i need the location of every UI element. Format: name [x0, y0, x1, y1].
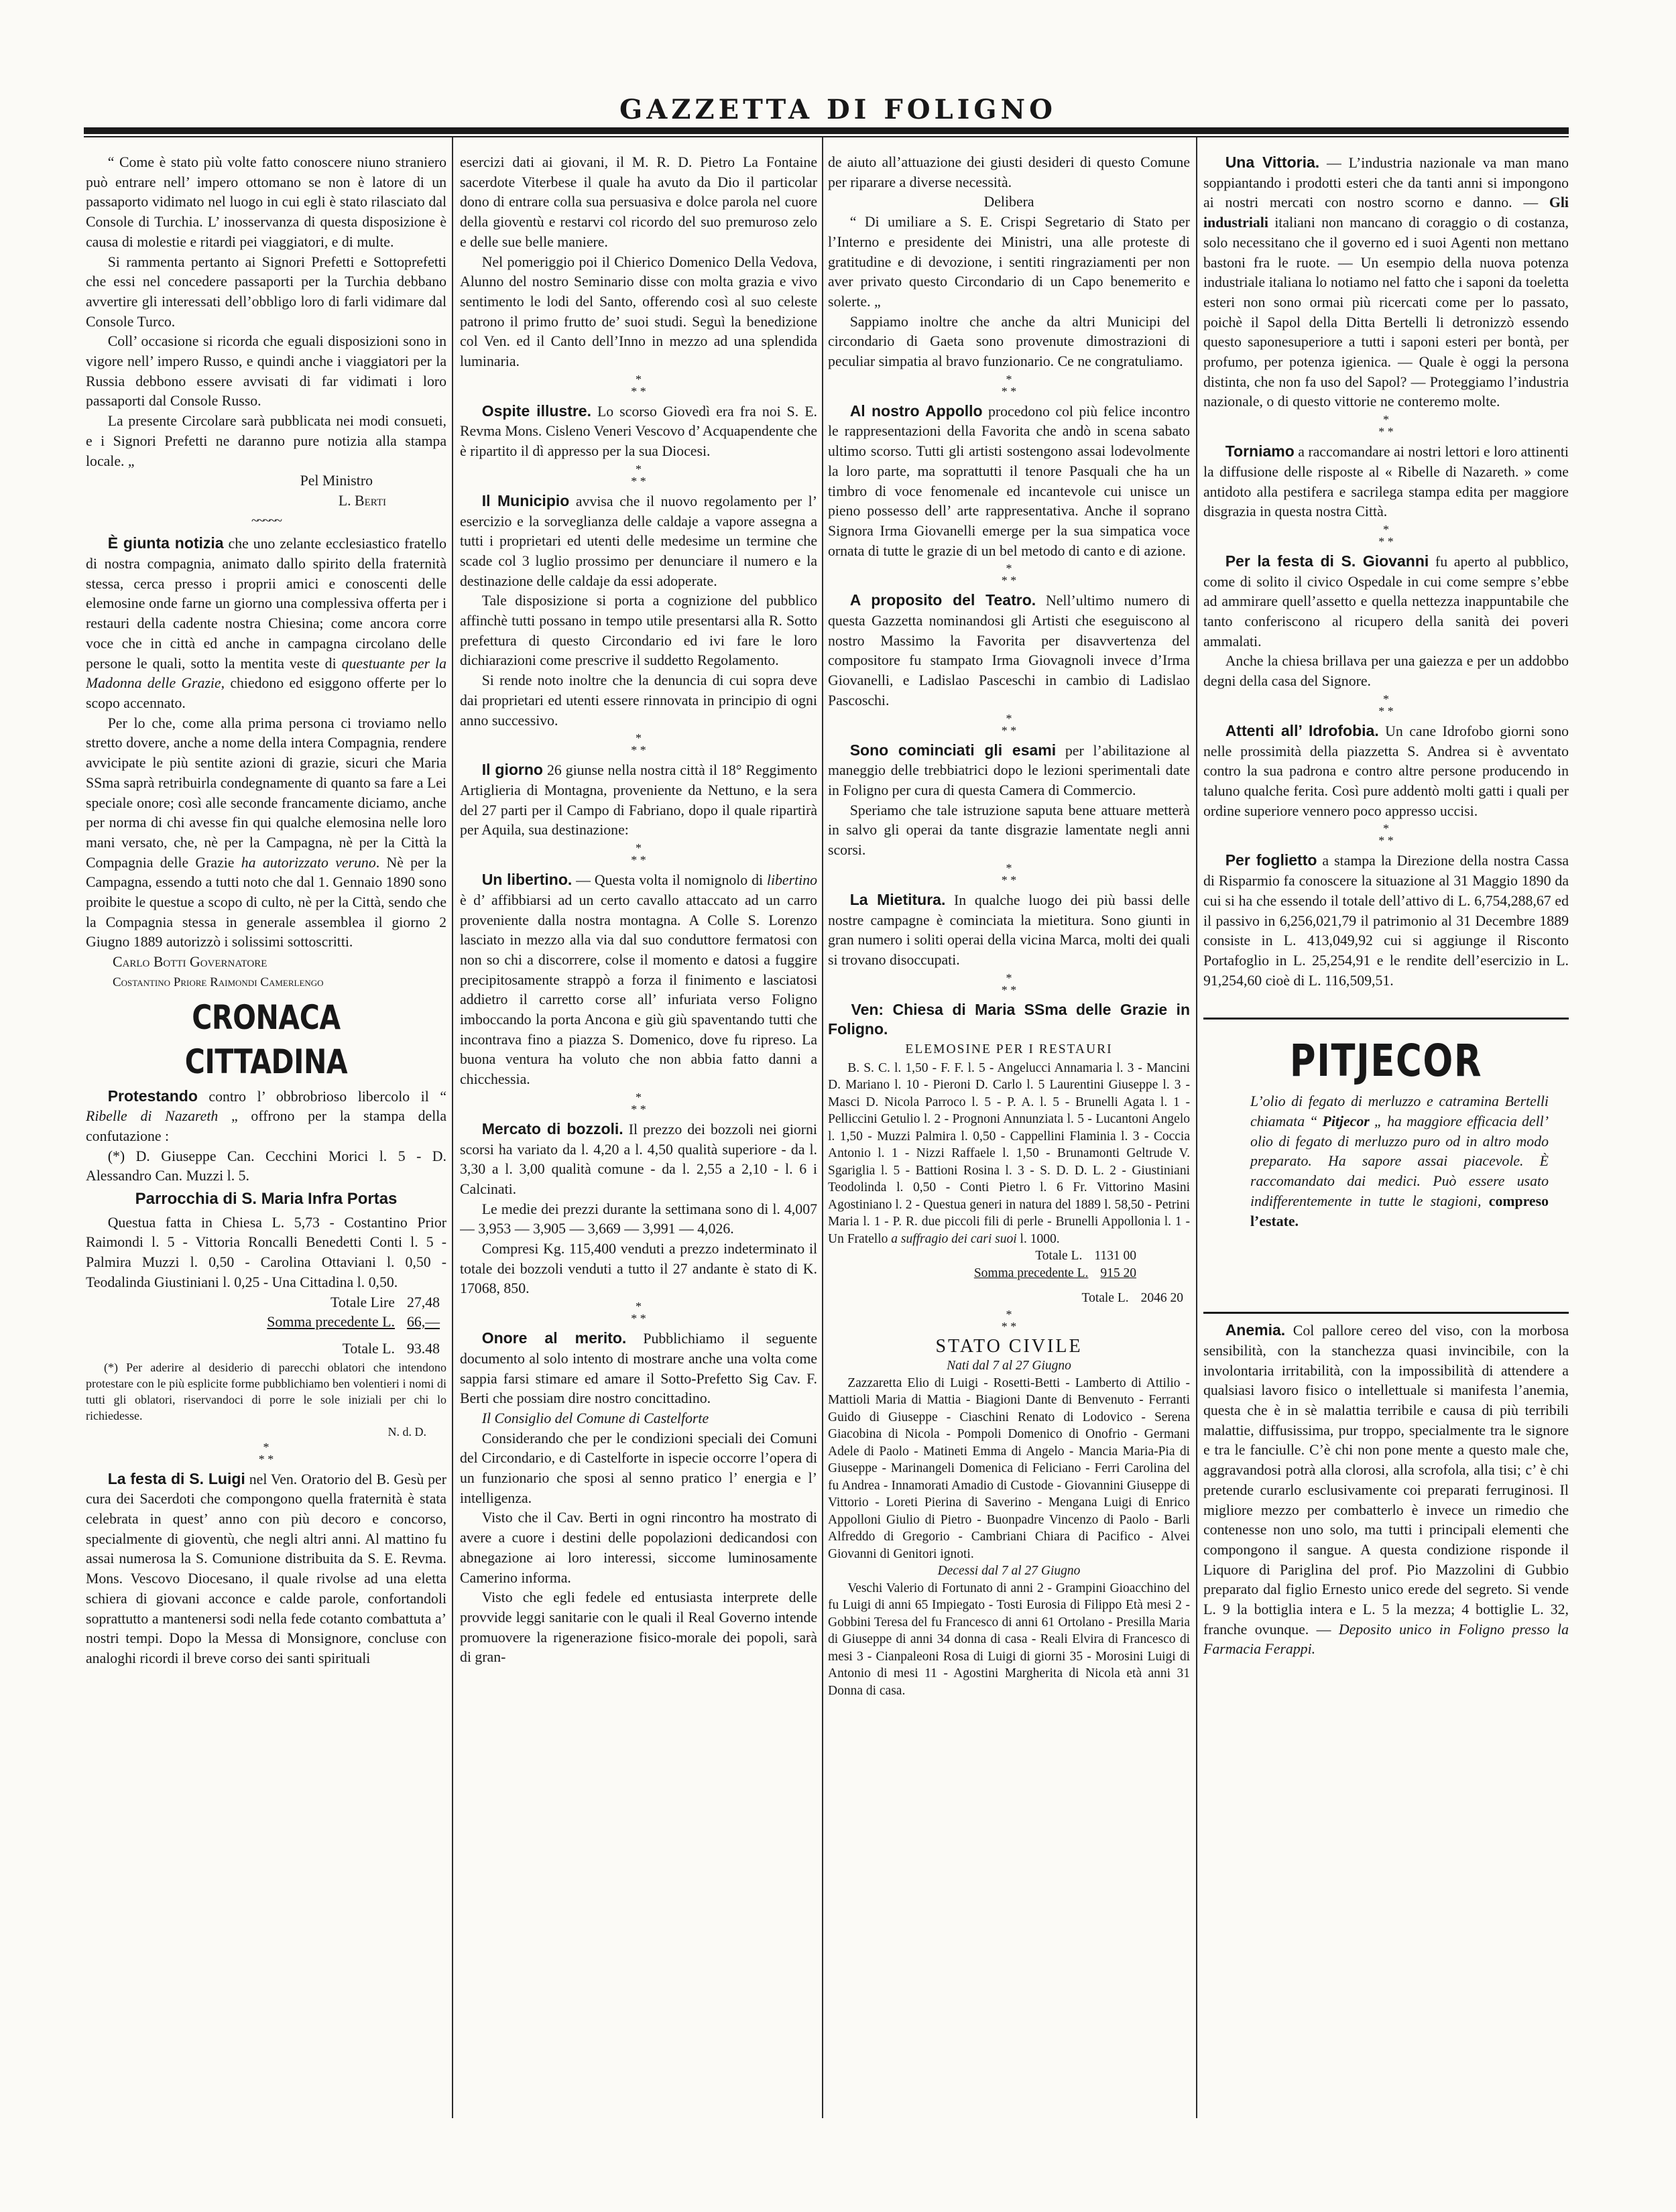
masthead-title: GAZZETTA DI FOLIGNO — [619, 94, 1057, 125]
total-label: Totale Lire — [331, 1294, 395, 1310]
article-mietitura — [828, 890, 1190, 971]
masthead-rule-thin — [84, 136, 1569, 137]
article-text: Lo scorso Giovedì era fra noi S. E. Revma Mons. Cisleno Veneri Vescovo d’ Acquapendente che è ripartito il dì appresso per la sua Diocesi. — [460, 403, 817, 460]
total-label: Somma precedente L. — [973, 1266, 1089, 1280]
total-label: Totale L. — [342, 1340, 395, 1357]
column-1 — [86, 153, 446, 2097]
article-lead: La Mietitura. — [849, 890, 946, 908]
paragraph: Le medie dei prezzi durante la settimana sono di l. 4,007 — 3,953 — 3,905 — 3,669 — 3,991 — 4,026. — [460, 1201, 817, 1237]
paragraph: Questua fatta in Chiesa L. 5,73 - Costantino Prior Raimondi l. 5 - Vittoria Roncalli Benedetti Conti l. 5 - Palmira Muzzi l. 0,50 - Carolina Ottaviani l. 0,50 - Teodalinda Giustiniani l. 0,25 - Una Cittadina l. 0,50. — [86, 1214, 446, 1290]
signature-name: L. Berti — [338, 492, 386, 509]
article-italic: libertino — [766, 872, 817, 889]
asterism: * * * — [1378, 522, 1394, 548]
article-text: avvisa che il nuovo regolamento per l’ esercizio e la sorveglianza delle caldaje a vapore assegna a tutti i proprietari ed utenti delle medesime un termine che scade col 3 luglio prossimo per denunciare il numero e la destinazione delle caldaje da essi adoperate. — [460, 493, 817, 589]
signature-name: Costantino Priore Raimondi Camerlengo — [113, 975, 324, 989]
article-lead: Protestando — [107, 1087, 198, 1105]
total-value: 93.48 — [406, 1340, 440, 1357]
article-text: Per lo che, come alla prima persona ci troviamo nello stretto dovere, anche a nome della intera Compagnia, rendere avvicipate le più sentite azioni di grazie, sicuri che Maria SSma saprà retribuirla condegnamente di quanto sa fare a Lei speciale onore; così alle seconde francamente diciamo, anche per norma di chi avesse fin qui qualche elemosina nelle loro mani versato, che, nè per la Campagna, nè per la Città la Compagnia delle Grazie — [86, 715, 446, 871]
article-italic: Deposito unico in Foligno presso la Farmacia Ferappi. — [1203, 1621, 1569, 1658]
paragraph: Considerando che per le condizioni speciali dei Comuni del Circondario, e di Castelforte in ispecie occorre l’opera di un funzionario che sposi al senno pratico l’ energia e l’ intelligenza. — [460, 1430, 817, 1506]
article-ospite — [460, 402, 817, 462]
paragraph: Anche la chiesa brillava per una gaiezza e per un addobbo degni della casa del Signore. — [1203, 653, 1569, 690]
article-apollo — [828, 402, 1190, 562]
section-heading: CRONACA CITTADINA — [184, 997, 348, 1081]
article-lead: Il giorno — [481, 761, 543, 779]
paragraph: Tale disposizione si porta a cognizione del pubblico affinchè tutti possano in tempo utile presentarsi alla R. Sotto prefettura di questo Circondario ed ivi fare le loro dichiarazioni come prescrive il suddetto Regolamento. — [460, 593, 817, 669]
masthead-rule — [84, 127, 1569, 134]
asterism: * * * — [1001, 562, 1017, 588]
article-lead: Attenti all’ Idrofobia. — [1225, 721, 1379, 739]
asterism: * * * — [631, 841, 646, 867]
subheading: Parrocchia di S. Maria Infra Portas — [135, 1190, 398, 1209]
article-text: Nell’ultimo numero di questa Gazzetta nominandosi gli Artisti che eseguiscono al nostro Massimo la Favorita per disavvertenza del compositore fu stampato Irma Giovagnoli invece d’Irma Giovanelli, e Ladislao Pasceschi in cambio di Ladislao Pascoschi. — [828, 593, 1190, 709]
article-libertino — [460, 870, 817, 1090]
subheading: Nati dal 7 al 27 Giugno — [947, 1359, 1071, 1373]
ad-bold: compreso l’estate. — [1250, 1192, 1549, 1229]
column-2 — [460, 153, 817, 2097]
article-text: Il prezzo dei bozzoli nei giorni scorsi ha variato da l. 4,20 a l. 4,50 qualità superiore - da l. 3,30 a l. 3,00 qualità comune - da l. 2,55 a 2,10 - l. 6 i Calcinati. — [460, 1121, 817, 1197]
asterism: * * * — [1001, 711, 1017, 737]
donation-italic: a suffragio dei cari suoi — [891, 1231, 1017, 1246]
article-text: italiani non mancano di coraggio o di costanza, solo necessitano che il governo ed i suoi Agenti non mettano bastoni fra le ruote. — Un esempio della nuova potenza industriale italiana lo notiamo nel fatto che i saponi da toeletta esteri non sono ormai più ricercati come per lo passato, poichè il Sapol della Ditta Bertelli li detronizzò essendo questo saponesuperiore a tutti i saponi esteri per bontà, per profumo, per potenza igienica. — Quale è oggi la persona distinta, che non fa uso del Sapol? — Proteggiamo l’industria nazionale, o di questo vittorie ne conteremo molte. — [1203, 214, 1569, 410]
asterism: * * * — [1378, 822, 1394, 848]
article-text: procedono col più felice incontro le rappresentazioni della Favorita che andò in scena sabato ultimo scorso. Tutti gli artisti sostengono assai lodevolmente la loro parte, ma soprattutti il tenore Pasquali che ha un timbro di voce fenomenale ed incantevole cui unisce un pieno possesso dell’ arte rappresentativa. Anche il soprano Signora Irma Giovanelli emerge per la sua simpatica voce ornata di tutte le grazie di un bel metodo di canto e di azione. — [828, 403, 1190, 559]
asterism: * * * — [1001, 372, 1017, 398]
asterism: * * * — [631, 372, 646, 398]
article-text: In qualche luogo dei più bassi delle nostre campagne è cominciata la mietitura. Sono giunti in gran numero i soliti operai della vicina Marca, molti dei quali si trovano disoccupati. — [828, 892, 1190, 968]
total-value: 27,48 — [406, 1294, 440, 1310]
asterism: * * * — [631, 731, 646, 757]
advertisement-title: PITJECOR — [1289, 1035, 1483, 1087]
total-value: 915 20 — [1100, 1266, 1136, 1280]
article-text: per l’abilitazione al maneggio delle trebbiatrici dopo le lezioni sperimentali date in Foligno per cura di questa Camera di Commercio. — [828, 742, 1190, 798]
asterism: * * * — [1378, 692, 1394, 718]
article-notizia — [86, 534, 446, 713]
total-row — [86, 1339, 446, 1359]
births-list: Zazzaretta Elio di Luigi - Rosetti-Betti - Lamberto di Attilio - Mattioli Maria di Mattia - Biagioni Dante di Benvenuto - Ferranti Guido di Giuseppe - Ciaschini Renato di Lodovico - Serena Giacobina di Nicola - Pompoli Domenico di Onofrio - Germani Adele di Paolo - Matineti Emma di Angelo - Mancia Maria-Pia di Giuseppe - Marinangeli Domenica di Feliciano - Ferri Carolina del fu Andrea - Innamorati Amadio di Custode - Giovannini Giuseppe di Vittorio - Loreti Pierina di Saverino - Mengana Luigi di Enrico Appolloni Giulio di Pietro - Buonpadre Vincenzo di Paolo - Barli Alfreddo di Gregorio - Cambriani Chiara di Pacifico - Alvei Giovanni di Genitori ignoti. — [828, 1375, 1190, 1561]
article-text: fu aperto al pubblico, come di solito il civico Ospedale in cui come sempre s’ebbe ad ammirare quell’assetto e quella nettezza inappuntabile che tanto conferiscono al ricupero della sanità dei poveri ammalati. — [1203, 553, 1569, 650]
article-text: . Nè per la Campagna, essendo a tutti noto che dal 1. Gennaio 1890 sono proibite le questue a scopo di culto, nè per la Città, sendo che la Compagnia stessa in generale assemblea il giorno 2 Giugno 1889 autorizzò i solissimi sottoscritti. — [86, 854, 446, 950]
article-lead: Il Municipio — [481, 491, 570, 509]
column-divider — [452, 137, 453, 2118]
total-row — [828, 1265, 1190, 1282]
paragraph: Nel pomeriggio poi il Chierico Domenico Della Vedova, Alunno del nostro Seminario disse con molta grazia e vivo sentimento le lodi del Santo, offerendo così al suo celeste patrono il primo frutto de’ suoi studi. Seguì la benedizione col Ven. ed il Canto dell’Inno in mezzo ad una splendida luminaria. — [460, 253, 817, 370]
advertisement-separator — [1203, 1312, 1569, 1314]
total-value: 66,— — [406, 1314, 440, 1331]
paragraph: Si rammenta pertanto ai Signori Prefetti e Sottoprefetti che essi nel concedere passaporti per la Turchia debbano avvertire gli interessati dell’obbligo loro di farli vidimare dal Console Turco. — [86, 253, 446, 330]
paragraph: (*) D. Giuseppe Can. Cecchini Morici l. 5 - D. Alessandro Can. Muzzi l. 5. — [86, 1148, 446, 1184]
article-lead: Una Vittoria. — [1225, 153, 1320, 171]
column-4 — [1203, 153, 1569, 2097]
article-bold: Gli industriali — [1203, 194, 1569, 231]
total-label: Somma precedente L. — [267, 1314, 395, 1331]
article-lead: Mercato di bozzoli. — [481, 1119, 623, 1138]
total-label: Totale L. — [1081, 1291, 1129, 1306]
column-3 — [828, 153, 1190, 2097]
paragraph — [86, 714, 446, 953]
asterism: * * * — [1378, 413, 1394, 439]
article-idrofobia — [1203, 721, 1569, 822]
article-lead: A proposito del Teatro. — [849, 591, 1036, 609]
article-lead: Onore al merito. — [481, 1329, 627, 1347]
asterism: * * * — [1001, 861, 1017, 887]
paragraph: Compresi Kg. 115,400 venduti a prezzo indeterminato il totale dei bozzoli venduti a tutto il 27 andante è stato di K. 17068, 850. — [460, 1241, 817, 1297]
subheading: Ven: Chiesa di Maria SSma delle Grazie in Foligno. — [828, 1000, 1190, 1038]
article-luigi — [86, 1469, 446, 1669]
signature-line: Pel Ministro — [300, 473, 373, 489]
article-teatro — [828, 591, 1190, 711]
article-lead: Al nostro Appollo — [849, 402, 983, 420]
paragraph: “ Di umiliare a S. E. Crispi Segretario di Stato per l’Interno e presidente dei Ministri, una alle proteste di gratitudine e di devozione, i sentiti ringraziamenti per non aver privato questo Circondario di un Capo benemerito e solerte. „ — [828, 214, 1190, 310]
section-heading: STATO CIVILE — [935, 1335, 1083, 1357]
paragraph: Visto che il Cav. Berti in ogni rincontro ha mostrato di avere a cuore i destini delle popolazioni dedicandosi con abnegazione ai loro interessi, siccome luminosamente Camerino informa. — [460, 1510, 817, 1586]
total-label: Totale L. — [1035, 1249, 1083, 1264]
total-row — [86, 1293, 446, 1313]
total-row — [828, 1290, 1190, 1307]
deaths-list: Veschi Valerio di Fortunato di anni 2 - Grampini Gioacchino del fu Luigi di anni 65 Impiegato - Tosti Eurosia di Filippo Età mesi 2 - Gobbini Teresa del fu Francesco di anni 61 Ortolano - Presilla Maria di Giuseppe di anni 34 donna di casa - Reali Elvira di Francesco di mesi 3 - Cianpaleoni Rosa di Luigi di giorni 35 - Morosini Luigi di Antonio di mesi 11 - Agostini Margherita di Nicola età anni 31 Donna di casa. — [828, 1581, 1190, 1698]
subheading: Decessi dal 7 al 27 Giugno — [937, 1564, 1081, 1579]
paragraph: “ Come è stato più volte fatto conoscere niuno straniero può entrare nell’ impero ottomano se non è latore di un passaporto vidimato nel luogo in cui egli è stato rilasciato dal Console di Turchia. L’ inosservanza di questa disposizione è causa di molestie e ritardi pei viaggiatori, e di multe. — [86, 154, 446, 250]
advertisement-text — [1203, 1092, 1569, 1231]
article-text: Col pallore cereo del viso, con la morbosa sensibilità, con la stanchezza quasi invincibile, con la involontaria irritabilità, con la impossibilità di attendere a qualsiasi lavoro fisico o intellettuale si manifesta l’anemia, questa che è in sè malattia terribile e causa di più terribili malattie, diffusissima, pur troppo, specialmente tra le signore e tra le fanciulle. C’è chi non pone mente a questo male che, aggravandosi potrà alla clorosi, alla scrofola, alla tisi; c’ è chi pretende curarlo esclusivamente coi preparati ferruginosi. Il migliore mezzo per combatterlo è invece un rimedio che contenesse non uno solo, ma tutti i principali elementi che compongono il sangue. A questa condizione risponde il Liquore di Pariglina del prof. Pio Mazzolini di Gubbio preparato dal figlio Ernesto unico erede del segreto. Si vende L. 9 la bottiglia intera e L. 5 la mezza; 4 bottiglie L. 32, franche ovunque. — — [1203, 1323, 1569, 1638]
article-lead: È giunta notizia — [107, 534, 224, 552]
article-onore — [460, 1329, 817, 1409]
advertisement-box — [1203, 1018, 1569, 1231]
asterism: * * * — [631, 1090, 646, 1116]
article-torniamo — [1203, 442, 1569, 522]
signature-name: Carlo Botti Governatore — [113, 954, 267, 971]
paragraph: La presente Circolare sarà pubblicata nei modi consueti, e i Signori Prefetti ne daranno pure notizia alla stampa locale. „ — [86, 413, 446, 469]
total-value: 1131 00 — [1094, 1249, 1136, 1264]
article-text: „ offrono per la stampa della confutazione : — [86, 1108, 446, 1144]
asterism: * * * — [1001, 1307, 1017, 1333]
total-row — [828, 1247, 1190, 1265]
delibera-heading: Delibera — [983, 194, 1034, 210]
footnote-signature: N. d. D. — [387, 1424, 426, 1438]
ad-bold: Pitjecor — [1322, 1113, 1370, 1130]
asterism: * * * — [631, 462, 646, 488]
article-lead: Per foglietto — [1225, 851, 1317, 869]
article-italic: Ribelle di Nazareth — [86, 1108, 219, 1125]
donation-text: l. 1000. — [1016, 1231, 1060, 1246]
article-text: è d’ affibbiarsi ad un certo cavallo attaccato ad un carro proveniente dalla nostra montagna. A Colle S. Lorenzo lasciato in mezzo alla via dal suo conduttore fermatosi con non so chi a discorrere, colse il momento e datosi a fuggire precipitosamente strappò a forza il finimento e lasciatosi addietro il carretto corse all’ infuriata verso Foligno imboccando la porta Ancona e giù giù spaventando tutti che incontrava fino a piazza S. Domenico, dove fu ripreso. La buona ventura ha voluto che non abbia fatto danni a chicchessia. — [460, 892, 817, 1088]
subheading: ELEMOSINE PER I RESTAURI — [905, 1042, 1113, 1057]
paragraph: Speriamo che tale istruzione saputa bene attuare metterà in salvo gli operai da tante disgrazie lamentate negli anni scorsi. — [828, 802, 1190, 859]
article-lead: Per la festa di S. Giovanni — [1225, 552, 1429, 570]
article-esami — [828, 741, 1190, 801]
article-lead: Torniamo — [1225, 442, 1295, 460]
column-divider — [1196, 137, 1197, 2118]
article-vittoria — [1203, 153, 1569, 412]
total-value: 2046 20 — [1140, 1291, 1183, 1306]
article-text: — Questa volta il nomignolo di — [572, 872, 767, 889]
donation-list — [828, 1060, 1190, 1248]
paragraph: Sappiamo inoltre che anche da altri Municipi del circondario di Gaeta sono provenute dimostrazioni di peculiar simpatia al bravo funzionario. Ce ne congratuliamo. — [828, 313, 1190, 370]
article-italic: questuante per la Madonna delle Grazie — [86, 655, 446, 692]
article-text: — L’industria nazionale va man mano soppiantando i prodotti esteri che da tanti anni si impongono ai nostri mercati con nostro scorno e danno. — — [1203, 155, 1569, 211]
article-protesta — [86, 1087, 446, 1147]
article-lead: Sono cominciati gli esami — [849, 741, 1057, 759]
paragraph: esercizi dati ai giovani, il M. R. D. Pietro La Fontaine sacerdote Viterbese il quale ha avuto da Dio il particolar dono di entrare colla sua persuasiva e dolce parola nel cuore della gioventù e restarvi col ricordo del suo premuroso zelo e delle sue belle maniere. — [460, 154, 817, 250]
article-text: 26 giunse nella nostra città il 18° Reggimento Artiglieria di Montagna, proveniente da Nettuno, e la sera del 27 parti per il Campo di Fabriano, dopo il quale ripartirà per Aquila, sua destinazione: — [460, 762, 817, 839]
article-text: contro l’ obbrobrioso libercolo il “ — [197, 1088, 446, 1105]
article-text: nel Ven. Oratorio del B. Gesù per cura dei Sacerdoti che compongono quella fraternità è stata celebrata in quest’ anno con più decoro e concorso, specialmente di gioventù, che negli altri anni. Al mattino fu assai numerosa la S. Comunione distribuita da S. E. Revma. Mons. Vescovo Diocesano, il quale rivolse ad una eletta schiera di giovani acconce e calde parole, confortandoli soprattutto a mantenersi sodi nella fede cotanto combattuta a’ nostri tempi. Dopo la Messa di Monsignore, concluse con analoghi ricordi il breve corso dei santi spirituali — [86, 1471, 446, 1666]
article-anemia — [1203, 1320, 1569, 1660]
article-text: che uno zelante ecclesiastico fratello di nostra compagnia, animato dallo spirito della fraternità stessa, cerca presso i proprii amici e conoscenti delle elemosine onde farne un giorno una complessiva offerta per i restauri della cadente nostra Chiesina; come ancora corre voce che in città ed anche in campagna circolano delle persone le quali, sotto la mentita veste di — [86, 536, 446, 672]
footnote: (*) Per aderire al desiderio di parecchi oblatori che intendono protestare con le più esplicite forme pubblichiamo ben volentieri i nomi di tutti gli oblatori, riservandoci di porre le sole iniziali per chi lo richiedesse. — [86, 1360, 446, 1422]
article-lead: Ospite illustre. — [481, 402, 591, 420]
column-divider — [822, 137, 823, 2118]
article-text: Pubblichiamo il seguente documento al solo intento di mostrare anche una volta come sappia farsi stimare ed amare il Sotto-Prefetto Sig Cav. F. Berti che possiam dire nostro concittadino. — [460, 1331, 817, 1407]
article-text: a raccomandare ai nostri lettori e loro attinenti la diffusione delle risposte al « Ribelle di Nazareth. » come antidoto alla pestifera e sacrilega stampa edita per maggiore disgrazia in questa nostra Città. — [1203, 444, 1569, 520]
article-mercato — [460, 1119, 817, 1200]
paragraph: Visto che egli fedele ed entusiasta interprete delle provvide leggi sanitarie con le quali il Real Governo intende promuovere la rigenerazione fisico-morale dei popoli, sarà di gran- — [460, 1589, 817, 1666]
asterism: * * * — [1001, 971, 1017, 997]
article-giorno — [460, 760, 817, 841]
article-text: , chiedono ed esiggono offerte per lo scopo accennato. — [86, 675, 446, 711]
article-lead: Un libertino. — [481, 871, 573, 889]
article-italic: ha autorizzato veruno — [241, 854, 376, 871]
paragraph: Coll’ occasione si ricorda che eguali disposizioni sono in vigore nell’ impero Russo, e quindi anche i viaggiatori per la Russia debbono essere avvisati di far vidimati i loro passaporti dal Console Russo. — [86, 333, 446, 410]
asterism: * * * — [631, 1300, 646, 1326]
article-text: Un cane Idrofobo giorni sono nelle prossimità della piazzetta S. Andrea si è avventato contro la sua padrona e contro altre persone producendo in taluno qualche ferita. Così pure addentò molti gatti i quali per ordine superiore vennero poco appresso uccisi. — [1203, 723, 1569, 819]
article-text: a stampa la Direzione della nostra Cassa di Risparmio fa conoscere la situazione al 31 Maggio 1890 da cui si ha che essendo il totale dell’attivo di L. 6,754,288,67 ed il passivo in 6,256,021,79 il patrimonio al 31 Decembre 1889 consiste in L. 413,049,92 cui si aggiunge il Risconto Portafoglio in L. 25,254,91 e le rendite dell’esercizio in L. 91,254,60 cioè di L. 116,509,51. — [1203, 853, 1569, 989]
donation-text: B. S. C. l. 1,50 - F. F. l. 5 - Angelucci Annamaria l. 3 - Mancini D. Mariano l. 10 - Pieroni D. Carlo l. 5 Laurentini Giuseppe l. 3 - Masci D. Nicola Parroco l. 5 - P. A. l. 5 - Brunelli Agata l. 1 - Pelliccini Getulio l. 2 - Prognoni Annunziata l. 5 - Lucantoni Angelo l. 1,50 - Muzzi Palmira l. 0,50 - Cappellini Flaminia l. 3 - Coccia Antonio l. 1 - Nizzi Raffaele l. 1,50 - Brunamonti Geltrude V. Sgariglia l. 5 - Battioni Rosina l. 3 - S. D. D. L. 2 - Giustiniani Teodolinda l. 0,50 - Conti Pietro l. 6 Fr. Vittorino Masini Agostiniano l. 2 - Questua generi in natura del 1889 l. 58,50 - Petrini Maria l. 1 - P. R. due piccoli fili di perle - Brunelli Appollonia l. 1 - Un Fratello — [828, 1060, 1190, 1246]
article-municipio — [460, 491, 817, 592]
ad-text: „ ha maggiore efficacia dell’ olio di fegato di merluzzo puro od in altro modo preparato. Ha sapore assai piacevole. È raccomandato dai medici. Può essere usato indifferentemente in tutte le stagioni, — [1250, 1113, 1549, 1209]
article-foglietto — [1203, 851, 1569, 991]
wavy-separator: ~~~~~ — [251, 513, 282, 528]
paragraph: de aiuto all’attuazione dei giusti desideri di questo Comune per riparare a diverse necessità. — [828, 154, 1190, 190]
document-heading: Il Consiglio del Comune di Castelforte — [481, 1410, 709, 1426]
article-lead: Anemia. — [1225, 1321, 1286, 1339]
article-giovanni — [1203, 552, 1569, 652]
ad-text: L’olio di fegato di merluzzo e catramina Bertelli chiamata “ — [1250, 1093, 1549, 1130]
article-lead: La festa di S. Luigi — [107, 1469, 245, 1487]
paragraph: Si rende noto inoltre che la denuncia di cui sopra deve dai proprietari ed utenti essere rinnovata in principio di ogni anno successivo. — [460, 672, 817, 729]
total-row — [86, 1312, 446, 1333]
asterism: * * * — [258, 1440, 274, 1466]
